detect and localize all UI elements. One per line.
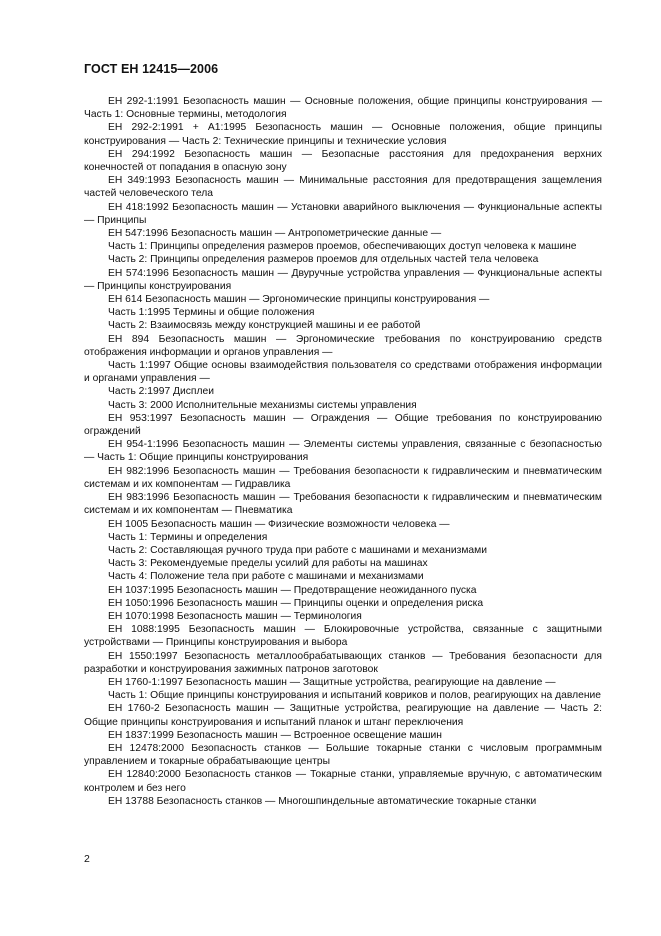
reference-entry: Часть 4: Положение тела при работе с машинами и механизмами bbox=[108, 571, 424, 583]
reference-entry: ЕН 292-1:1991 Безопасность машин — Основные положения, общие принципы конструирования — Часть 1: Основные термины, методология bbox=[84, 96, 602, 121]
reference-entry: ЕН 894 Безопасность машин — Эргономические требования по конструированию средств отображения информации и органов управления — bbox=[84, 333, 602, 358]
reference-entry: ЕН 349:1993 Безопасность машин — Минимальные расстояния для предотвращения защемления частей человеческого тела bbox=[84, 175, 602, 200]
reference-entry: Часть 1:1995 Термины и общие положения bbox=[108, 307, 315, 319]
reference-entry: Часть 3: 2000 Исполнительные механизмы системы управления bbox=[108, 399, 417, 411]
document-header: ГОСТ ЕН 12415—2006 bbox=[84, 62, 219, 76]
reference-entry: ЕН 1550:1997 Безопасность металлообрабатывающих станков — Требования безопасности для разработки и конструирования зажимных патронов заготовок bbox=[84, 650, 602, 675]
reference-entry: ЕН 12478:2000 Безопасность станков — Большие токарные станки с числовым программным управлением и токарные обрабатывающие центры bbox=[84, 742, 602, 768]
reference-entry: ЕН 1005 Безопасность машин — Физические возможности человека — bbox=[108, 518, 450, 530]
reference-entry: ЕН 982:1996 Безопасность машин — Требования безопасности к гидравлическим и пневматическим системам и их компонентам — Гидравлика bbox=[84, 465, 602, 490]
reference-entry: Часть 2: Принципы определения размеров проемов для отдельных частей тела человека bbox=[108, 254, 539, 266]
reference-entry: ЕН 1837:1999 Безопасность машин — Встроенное освещение машин bbox=[108, 729, 442, 741]
reference-entry: ЕН 1760-1:1997 Безопасность машин — Защитные устройства, реагирующие на давление — bbox=[108, 676, 556, 688]
references-list bbox=[84, 95, 602, 808]
reference-entry: ЕН 574:1996 Безопасность машин — Двуручные устройства управления — Функциональные аспекты — Принципы конструирования bbox=[84, 267, 602, 292]
page-number: 2 bbox=[84, 853, 90, 865]
reference-entry: Часть 2:1997 Дисплеи bbox=[108, 386, 214, 398]
reference-entry: ЕН 292-2:1991 + А1:1995 Безопасность машин — Основные положения, общие принципы конструирования — Часть 2: Технические принципы и технические условия bbox=[84, 122, 602, 147]
reference-entry: ЕН 1760-2 Безопасность машин — Защитные устройства, реагирующие на давление — Часть 2: Общие принципы конструирования и испытаний планок и штанг переключения bbox=[84, 703, 602, 728]
reference-entry: Часть 2: Составляющая ручного труда при работе с машинами и механизмами bbox=[108, 544, 487, 556]
reference-entry: Часть 1: Принципы определения размеров проемов, обеспечивающих доступ человека к машине bbox=[108, 241, 577, 253]
reference-entry: ЕН 547:1996 Безопасность машин — Антропометрические данные — bbox=[108, 228, 442, 240]
reference-entry: ЕН 614 Безопасность машин — Эргономические принципы конструирования — bbox=[108, 294, 490, 306]
reference-entry: ЕН 12840:2000 Безопасность станков — Токарные станки, управляемые вручную, с автоматическим контролем и без него bbox=[84, 769, 602, 794]
reference-entry: ЕН 13788 Безопасность станков — Многошпиндельные автоматические токарные станки bbox=[108, 795, 537, 807]
reference-entry: ЕН 1088:1995 Безопасность машин — Блокировочные устройства, связанные с защитными устройствами — Принципы конструирования и выбора bbox=[84, 624, 602, 649]
reference-entry: ЕН 954-1:1996 Безопасность машин — Элементы системы управления, связанные с безопасностью — Часть 1: Общие принципы конструирования bbox=[84, 439, 602, 464]
reference-entry: Часть 2: Взаимосвязь между конструкцией машины и ее работой bbox=[108, 320, 421, 332]
reference-entry: Часть 1:1997 Общие основы взаимодействия пользователя со средствами отображения информации и органами управления — bbox=[84, 360, 602, 385]
reference-entry: ЕН 418:1992 Безопасность машин — Установки аварийного выключения — Функциональные аспекты — Принципы bbox=[84, 201, 602, 226]
reference-entry: Часть 1: Общие принципы конструирования и испытаний ковриков и полов, реагирующих на давление bbox=[108, 690, 602, 702]
reference-entry: ЕН 1037:1995 Безопасность машин — Предотвращение неожиданного пуска bbox=[108, 584, 477, 596]
reference-entry: Часть 3: Рекомендуемые пределы усилий для работы на машинах bbox=[108, 558, 428, 570]
reference-entry: ЕН 294:1992 Безопасность машин — Безопасные расстояния для предохранения верхних конечностей от попадания в опасную зону bbox=[84, 148, 602, 174]
reference-entry: Часть 1: Термины и определения bbox=[108, 531, 268, 543]
reference-entry: ЕН 953:1997 Безопасность машин — Ограждения — Общие требования по конструированию ограждений bbox=[84, 412, 602, 438]
reference-entry: ЕН 1070:1998 Безопасность машин — Терминология bbox=[108, 610, 362, 622]
reference-entry: ЕН 983:1996 Безопасность машин — Требования безопасности к гидравлическим и пневматическим системам и их компонентам — Пневматика bbox=[84, 492, 602, 517]
reference-entry: ЕН 1050:1996 Безопасность машин — Принципы оценки и определения риска bbox=[108, 597, 484, 609]
